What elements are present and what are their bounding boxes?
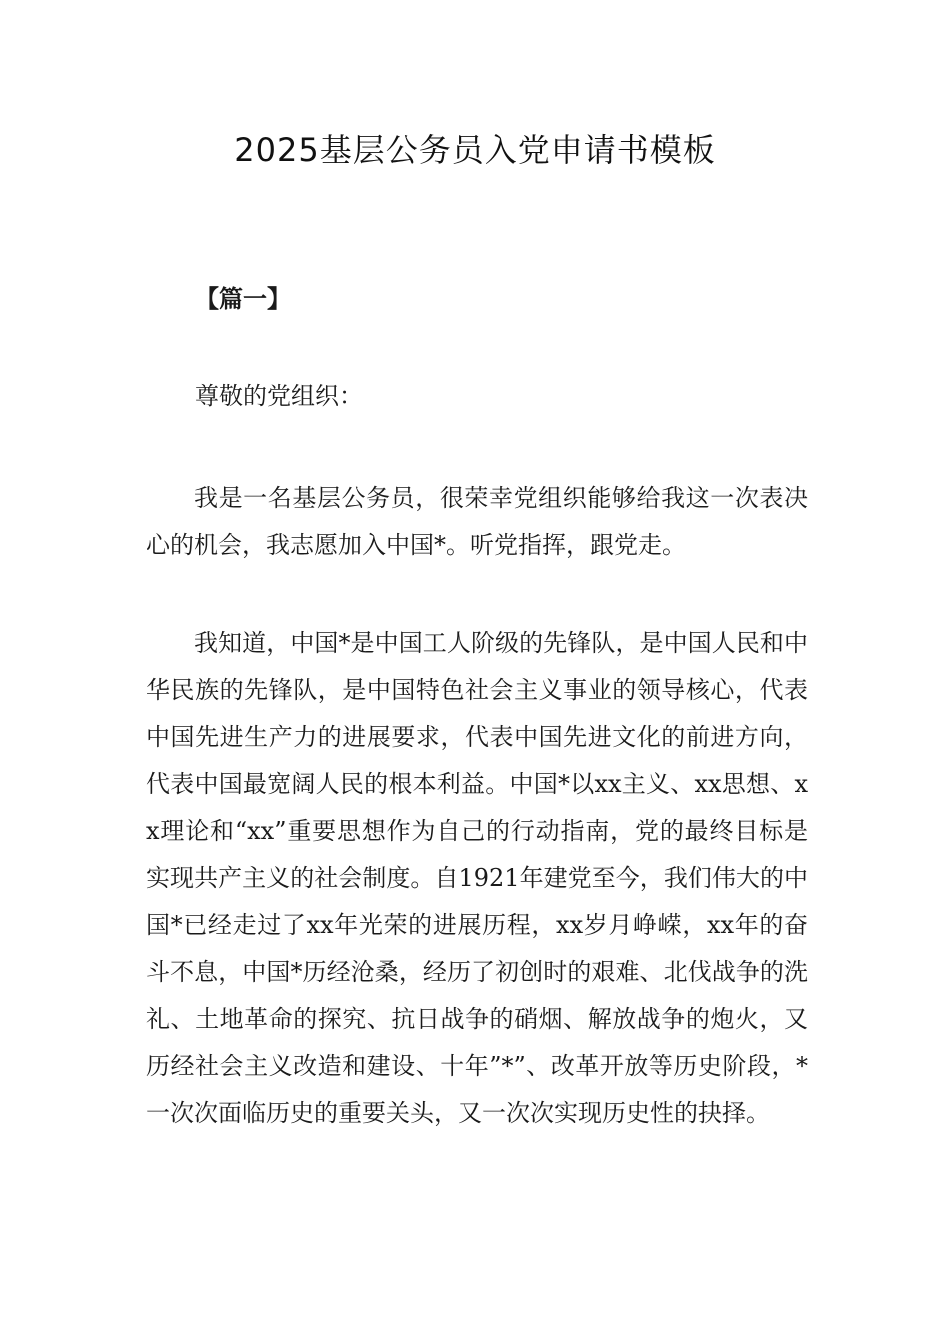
body-paragraph: 我是一名基层公务员，很荣幸党组织能够给我这一次表决心的机会，我志愿加入中国*。听党指挥，跟党走。 (146, 484, 808, 559)
greeting-line: 尊敬的党组织： (195, 382, 363, 410)
document-title: 2025基层公务员入党申请书模板 (234, 131, 716, 169)
body-paragraph: 我知道，中国*是中国工人阶级的先锋队，是中国人民和中华民族的先锋队，是中国特色社会主义事业的领导核心，代表中国先进生产力的进展要求，代表中国先进文化的前进方向，代表中国最宽阔人民的根本利益。中国*以xx主义、xx思想、xx理论和“xx”重要思想作为自己的行动指南，党的最终目标是实现共产主义的社会制度。自1921年建党至今，我们伟大的中国*已经走过了xx年光荣的进展历程，xx岁月峥嵘，xx年的奋斗不息，中国*历经沧桑，经历了初创时的艰难、北伐战争的洗礼、土地革命的探究、抗日战争的硝烟、解放战争的炮火，又历经社会主义改造和建设、十年”*”、改革开放等历史阶段，*一次次面临历史的重要关头，又一次次实现历史性的抉择。 (146, 629, 808, 1127)
section-label: 【篇一】 (195, 285, 291, 313)
